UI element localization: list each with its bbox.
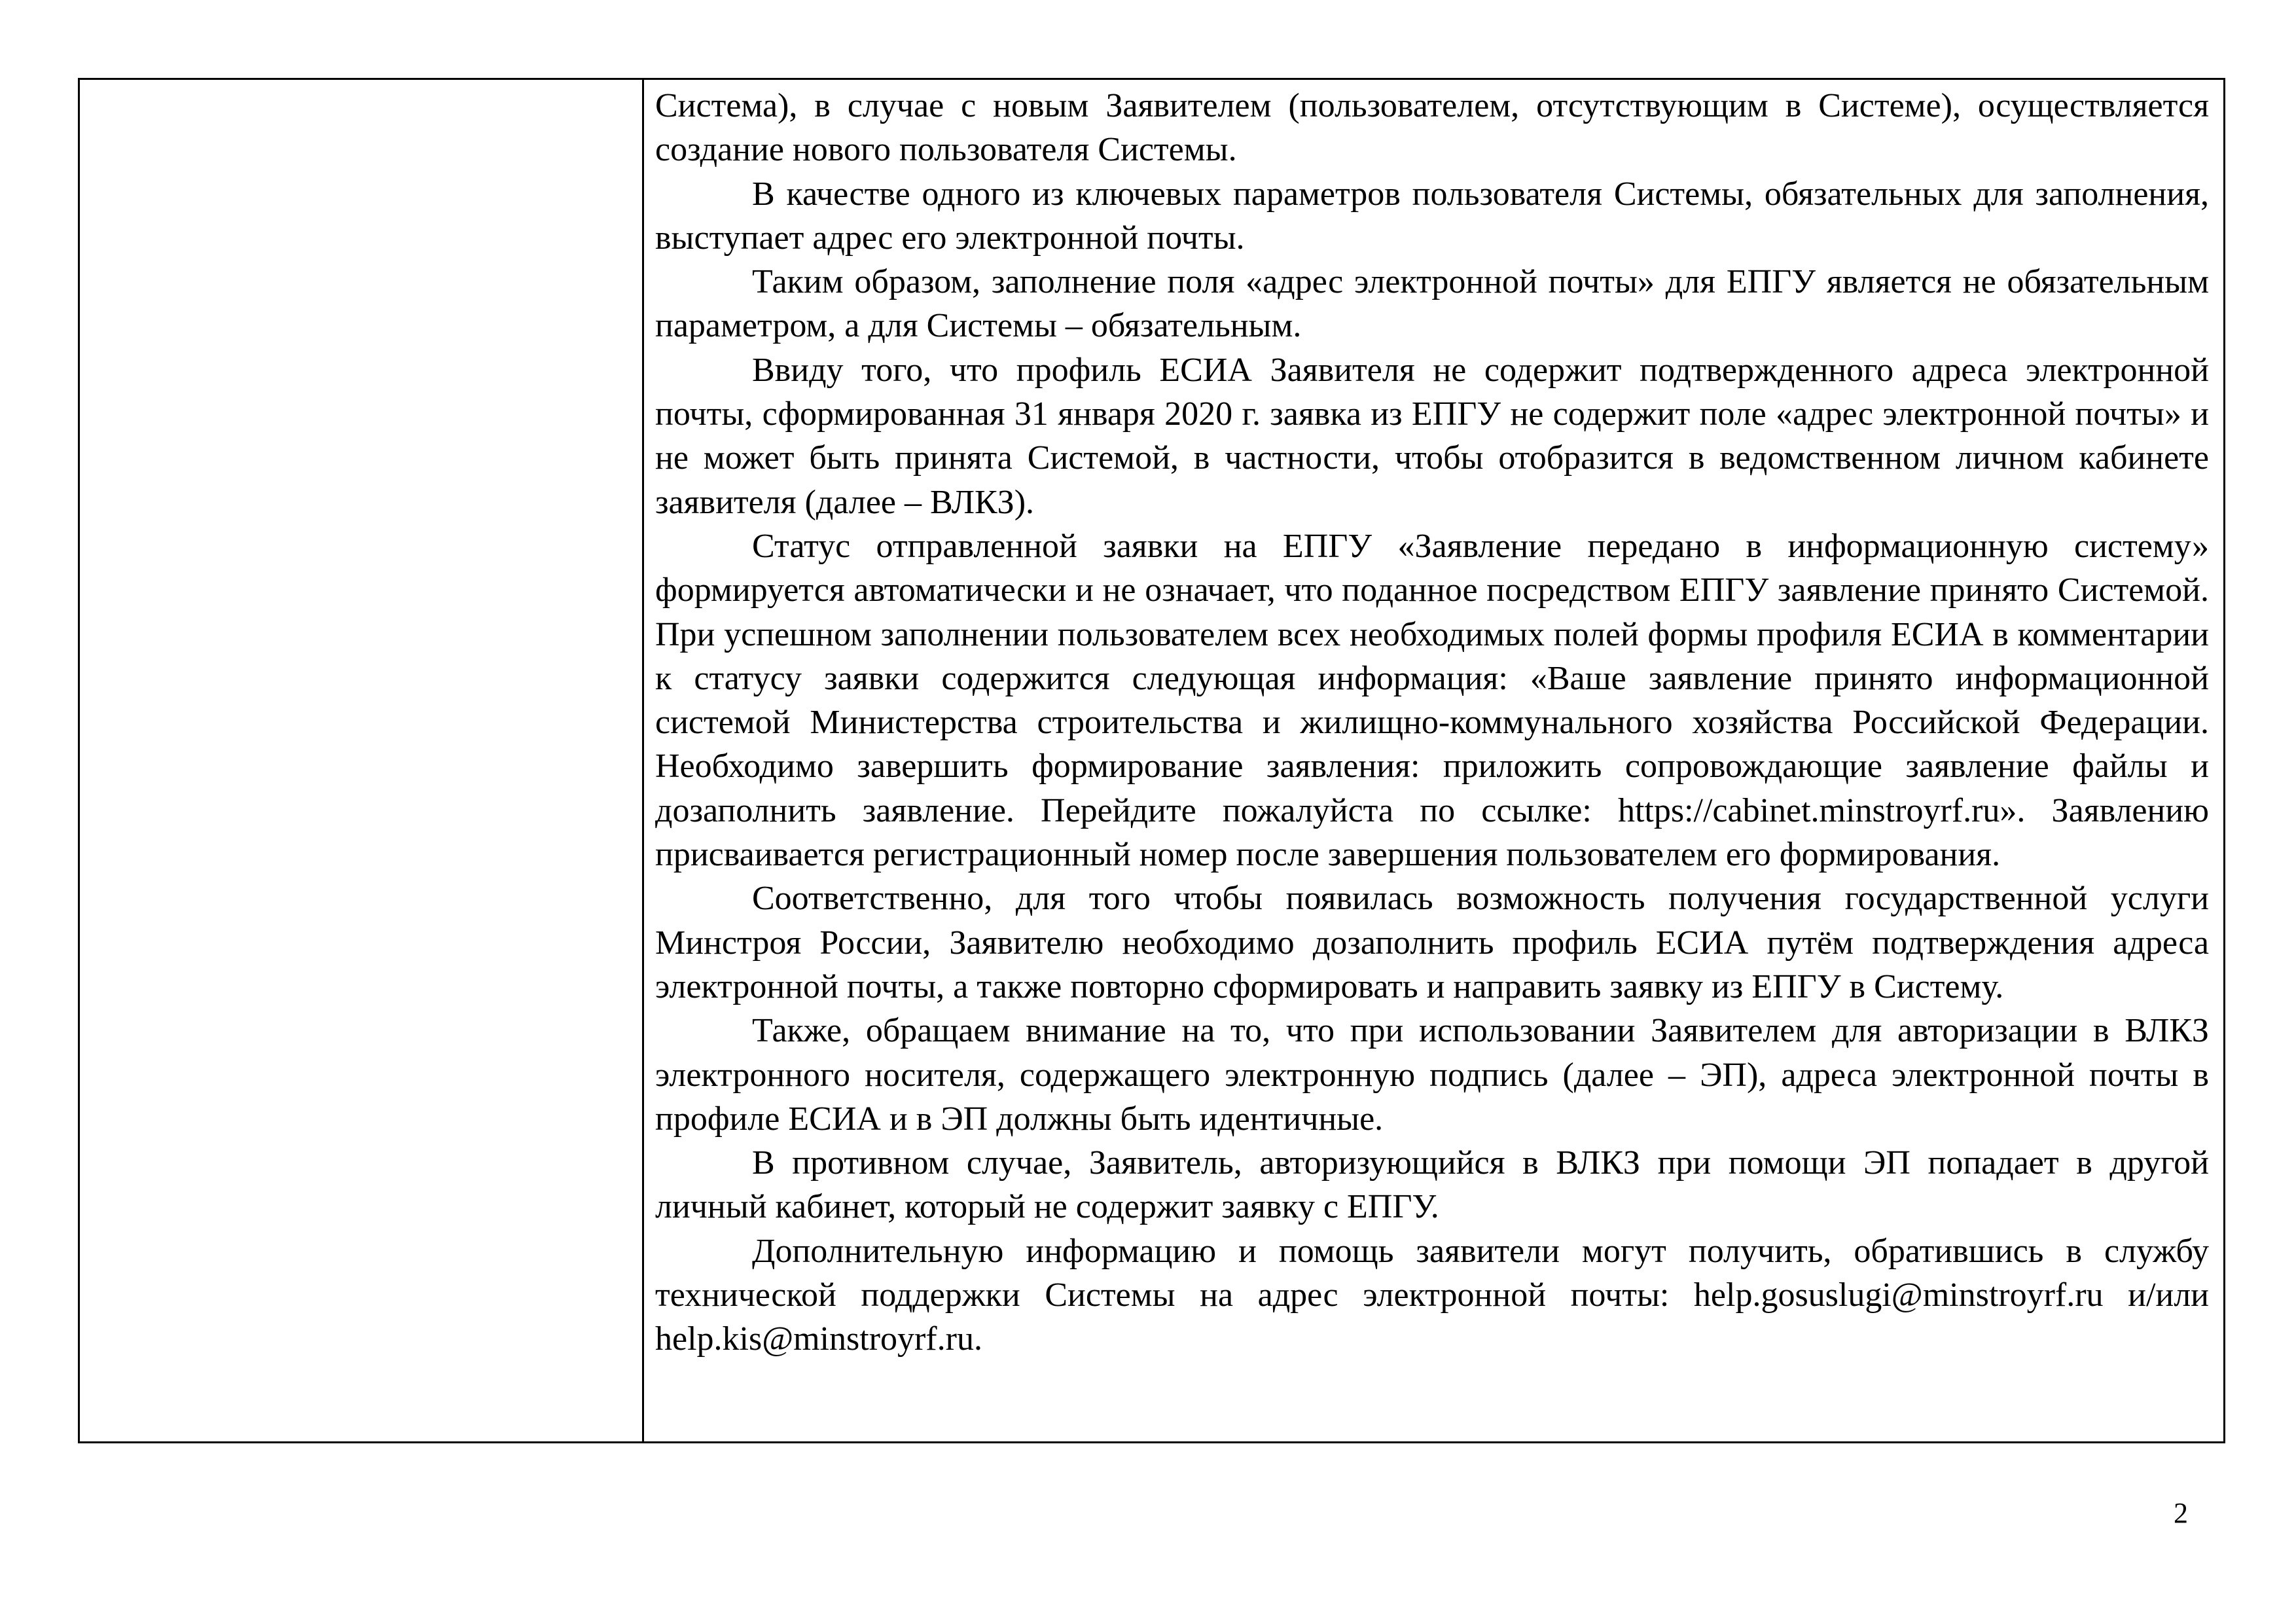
table-left-column bbox=[80, 80, 644, 1441]
paragraph-support-contacts: Дополнительную информацию и помощь заявители могут получить, обратившись в службу технической поддержки Системы на адрес электронной почты: help.gosuslugi@minstroyrf.ru и/или help.kis@minstroyrf.ru. bbox=[655, 1232, 2209, 1358]
paragraph-electronic-signature: Также, обращаем внимание на то, что при использовании Заявителем для авторизации в ВЛКЗ электронного носителя, содержащего электронную подпись (далее – ЭП), адреса электронной почты в профиле ЕСИА и в ЭП должны быть идентичные. bbox=[655, 1012, 2209, 1138]
paragraph-email-parameter: В качестве одного из ключевых параметров пользователя Системы, обязательных для заполнения, выступает адрес его электронной почты. bbox=[655, 175, 2209, 257]
page-number: 2 bbox=[2174, 1497, 2188, 1529]
paragraph-email-field: Таким образом, заполнение поля «адрес электронной почты» для ЕПГУ является не обязательным параметром, а для Системы – обязательным. bbox=[655, 263, 2209, 345]
paragraph-continuation: Система), в случае с новым Заявителем (пользователем, отсутствующим в Системе), осуществляется создание нового пользователя Системы. bbox=[655, 87, 2209, 169]
paragraph-esia-profile: Ввиду того, что профиль ЕСИА Заявителя не содержит подтвержденного адреса электронной почты, сформированная 31 января 2020 г. заявка из ЕПГУ не содержит поле «адрес электронной почты» и не может быть принята Системой, в частности, чтобы отобразится в ведомственном личном кабинете заявителя (далее – ВЛКЗ). bbox=[655, 351, 2209, 521]
paragraph-request-status: Статус отправленной заявки на ЕПГУ «Заявление передано в информационную систему» формируется автоматически и не означает, что поданное посредством ЕПГУ заявление принято Системой. При успешном заполнении пользователем всех необходимых полей формы профиля ЕСИА в комментарии к статусу заявки содержится следующая информация: «Ваше заявление принято информационной системой Министерства строительства и жилищно-коммунального хозяйства Российской Федерации. Необходимо завершить формирование заявления: приложить сопровождающие заявление файлы и дозаполнить заявление. Перейдите пожалуйста по ссылке: https://cabinet.minstroyrf.ru». Заявлению присваивается регистрационный номер после завершения пользователем его формирования. bbox=[655, 527, 2209, 874]
content-table bbox=[78, 78, 2225, 1443]
paragraph-otherwise: В противном случае, Заявитель, авторизующийся в ВЛКЗ при помощи ЭП попадает в другой личный кабинет, который не содержит заявку с ЕПГУ. bbox=[655, 1144, 2209, 1226]
table-right-column bbox=[644, 80, 2223, 1441]
paragraph-accordingly: Соответственно, для того чтобы появилась возможность получения государственной услуги Минстроя России, Заявителю необходимо дозаполнить профиль ЕСИА путём подтверждения адреса электронной почты, а также повторно сформировать и направить заявку из ЕПГУ в Систему. bbox=[655, 880, 2209, 1005]
